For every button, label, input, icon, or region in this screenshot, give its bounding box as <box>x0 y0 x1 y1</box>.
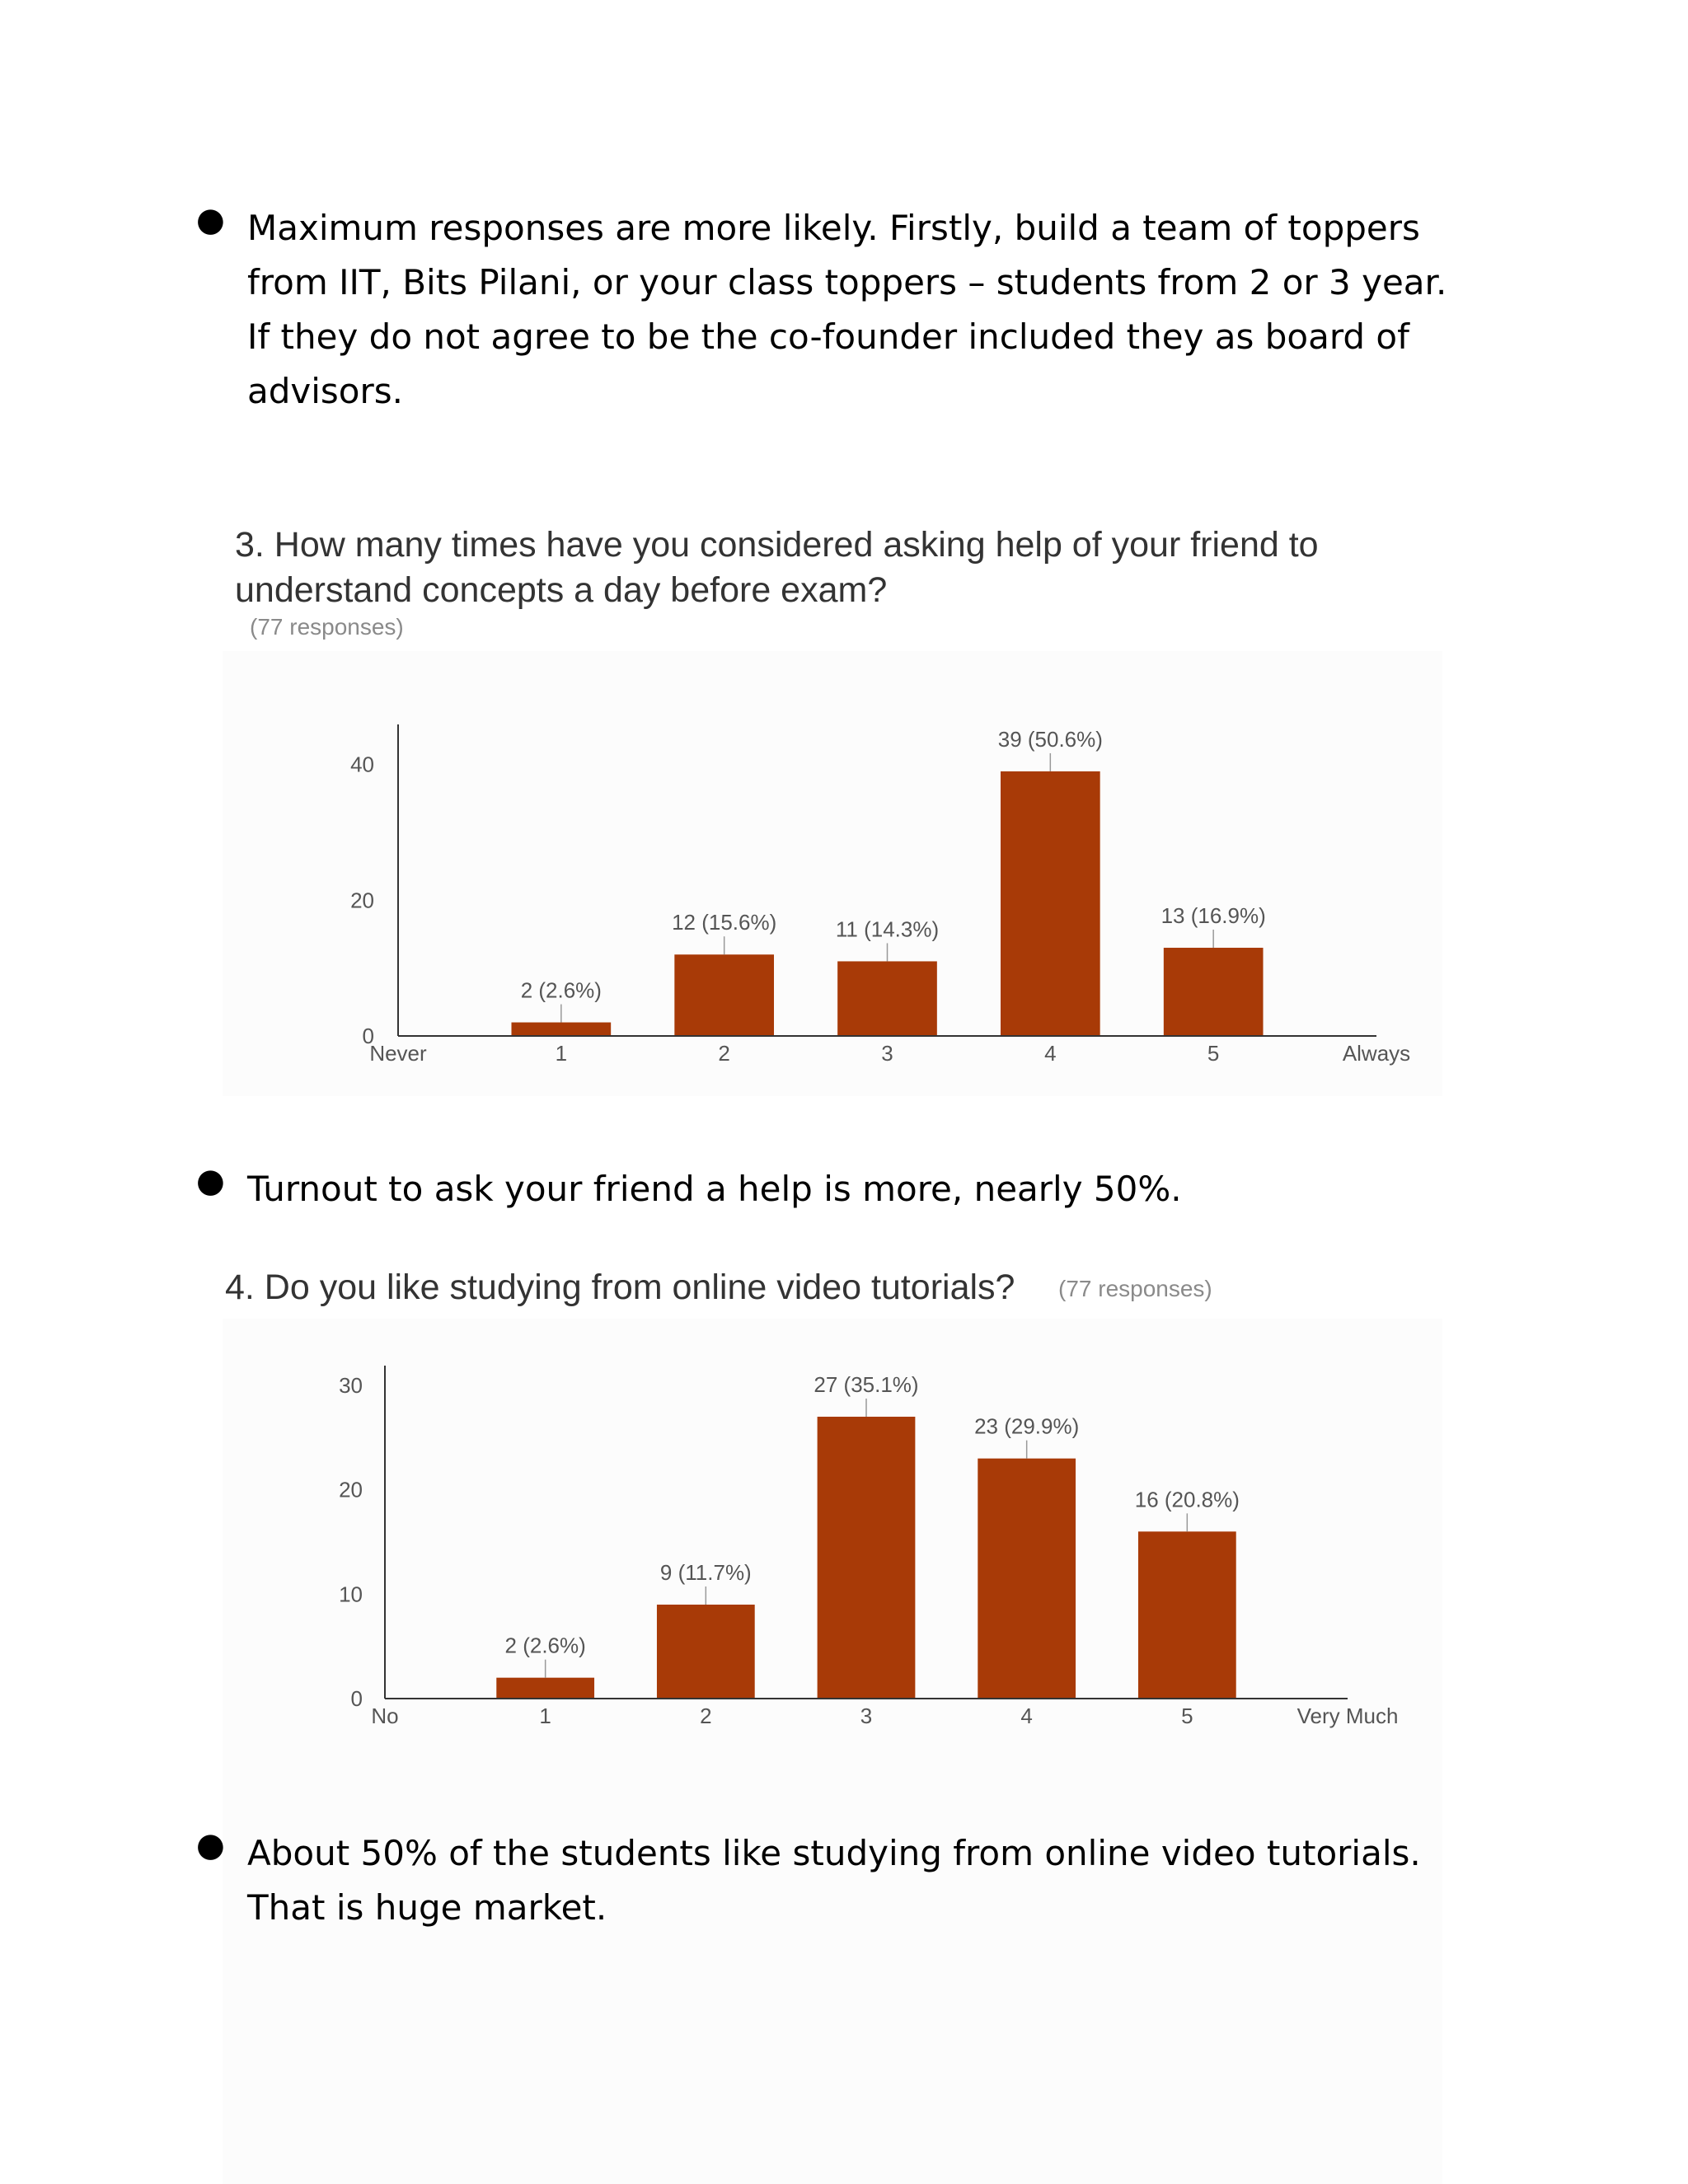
data-label: 9 (11.7%) <box>659 1560 752 1585</box>
y-tick-label: 0 <box>362 1024 374 1048</box>
bar <box>1001 771 1100 1036</box>
bullet-item-1 <box>196 201 1500 419</box>
chart-1 <box>223 651 1442 1096</box>
data-label: 13 (16.9%) <box>1160 902 1266 928</box>
chart-2-panel <box>223 1319 1442 2184</box>
bullet-item-2 <box>196 1162 1500 1216</box>
bullet-line: That is huge market. <box>247 1887 607 1928</box>
x-tick-label: 1 <box>555 1041 568 1066</box>
bar <box>657 1605 755 1699</box>
x-tick-label: 5 <box>1181 1704 1193 1728</box>
bar <box>837 961 937 1036</box>
bullet-line: Turnout to ask your friend a help is more, nearly 50%. <box>247 1169 1182 1209</box>
x-tick-label: 4 <box>1020 1704 1033 1728</box>
bullet-text <box>196 1162 1449 1216</box>
data-label: 2 (2.6%) <box>504 1633 586 1658</box>
bar <box>1164 948 1264 1036</box>
x-tick-label: 1 <box>539 1704 551 1728</box>
question-title-line: understand concepts a day before exam? <box>235 570 888 610</box>
y-tick-label: 0 <box>350 1686 363 1711</box>
x-start-label: Never <box>369 1041 427 1066</box>
data-label: 39 (50.6%) <box>997 726 1103 752</box>
data-label: 27 (35.1%) <box>814 1372 919 1397</box>
bullet-dot: ● <box>196 1826 225 1864</box>
bullet-dot: ● <box>196 1162 225 1200</box>
chart-2 <box>223 1319 1442 1764</box>
x-tick-label: 3 <box>881 1041 893 1066</box>
x-tick-label: 5 <box>1207 1041 1220 1066</box>
x-end-label: Always <box>1342 1041 1411 1066</box>
bullet-item-3 <box>196 1826 1500 1935</box>
x-tick-label: 2 <box>700 1704 712 1728</box>
bullet-text <box>196 1826 1449 1935</box>
question-4-title <box>225 1265 1015 1310</box>
x-tick-label: 4 <box>1044 1041 1057 1066</box>
question-title-line: 3. How many times have you considered asking help of your friend to <box>235 525 1319 565</box>
y-tick-label: 20 <box>350 888 374 913</box>
bullet-dot: ● <box>196 201 225 239</box>
bar <box>818 1417 916 1699</box>
bullet-line: If they do not agree to be the co-founder included they as board of <box>247 316 1409 357</box>
data-label: 16 (20.8%) <box>1134 1487 1240 1512</box>
data-label: 2 (2.6%) <box>520 977 602 1003</box>
y-tick-label: 10 <box>339 1582 363 1607</box>
x-start-label: No <box>371 1704 399 1728</box>
y-tick-label: 40 <box>350 752 374 777</box>
question-4-responses: (77 responses) <box>1058 1276 1212 1301</box>
bullet-line: advisors. <box>247 371 403 411</box>
x-tick-label: 3 <box>860 1704 873 1728</box>
bullet-line: About 50% of the students like studying from online video tutorials. <box>247 1833 1421 1873</box>
bar <box>511 1023 611 1036</box>
x-end-label: Very Much <box>1296 1704 1399 1728</box>
bullet-line: Maximum responses are more likely. Firstly, build a team of toppers <box>247 208 1420 248</box>
data-label: 11 (14.3%) <box>835 916 940 942</box>
chart-1-panel <box>223 651 1442 1096</box>
y-tick-label: 20 <box>339 1477 363 1502</box>
question-3-responses: (77 responses) <box>250 614 404 640</box>
data-label: 23 (29.9%) <box>974 1413 1080 1439</box>
x-tick-label: 2 <box>718 1041 730 1066</box>
question-3-title <box>235 523 1319 613</box>
data-label: 12 (15.6%) <box>672 910 777 935</box>
bar <box>496 1678 594 1699</box>
bullet-text <box>196 201 1449 419</box>
bar <box>978 1459 1076 1699</box>
y-tick-label: 30 <box>339 1373 363 1398</box>
bar <box>1138 1531 1236 1699</box>
question-title-line: 4. Do you like studying from online video tutorials? <box>225 1268 1015 1307</box>
bar <box>674 954 774 1036</box>
bullet-line: from IIT, Bits Pilani, or your class toppers – students from 2 or 3 year. <box>247 262 1447 302</box>
